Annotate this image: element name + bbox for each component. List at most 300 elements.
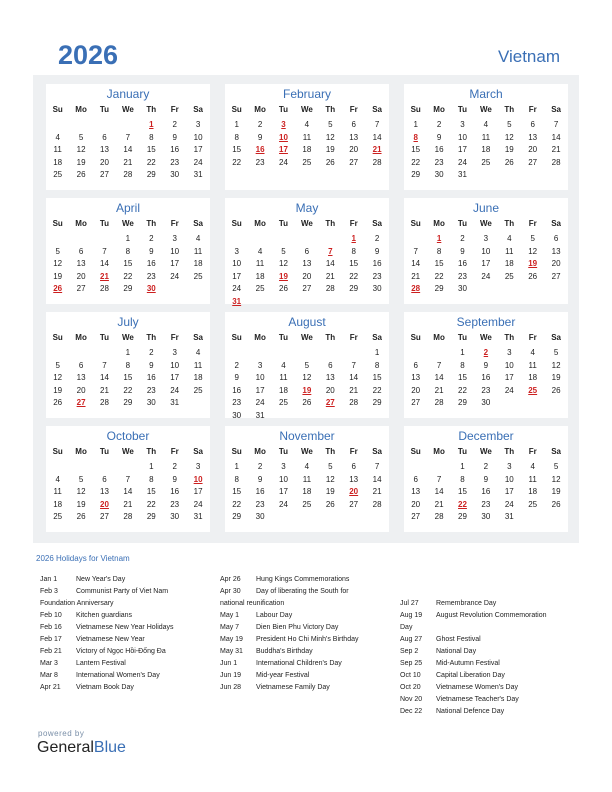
weekday-label: Sa — [193, 333, 203, 342]
day-cell: 22 — [458, 385, 467, 395]
day-cell: 2 — [436, 120, 442, 129]
month-may — [225, 198, 389, 304]
day-cell: 29 — [232, 512, 242, 521]
holiday-name: Lantern Festival — [76, 660, 126, 667]
day-cell: 25 — [193, 271, 203, 281]
month-february — [225, 84, 389, 190]
weekday-label: Sa — [372, 447, 382, 456]
month-name: March — [469, 87, 503, 101]
day-cell: 8 — [351, 246, 356, 256]
day-cell: 20 — [76, 385, 86, 395]
holiday-date: Mar 8 — [40, 672, 58, 679]
day-cell: 1 — [125, 348, 131, 357]
weekday-label: Su — [410, 105, 421, 114]
holiday-date: Jun 19 — [220, 672, 242, 679]
day-cell: 13 — [325, 373, 335, 382]
day-cell: 3 — [172, 348, 177, 357]
day-cell: 28 — [551, 157, 561, 167]
holiday-name: Mid-year Festival — [256, 672, 310, 679]
day-cell: 21 — [123, 499, 133, 509]
day-cell: 4 — [195, 234, 201, 243]
weekday-label: Su — [231, 219, 242, 228]
day-cell: 4 — [304, 120, 310, 129]
day-cell: 15 — [232, 145, 242, 154]
holiday-entry — [40, 574, 218, 586]
day-cell: 10 — [170, 360, 180, 370]
day-cell: 28 — [349, 398, 359, 407]
holiday-date: Feb 17 — [40, 636, 62, 643]
day-cell: 12 — [528, 246, 538, 256]
day-cell: 17 — [504, 487, 514, 496]
day-cell: 1 — [125, 234, 131, 243]
weekday-header — [46, 333, 210, 345]
holiday-name-continued: Foundation Anniversary — [40, 600, 114, 607]
weekday-label: Th — [146, 447, 157, 456]
holiday-column-1 — [40, 574, 218, 694]
day-cell: 7 — [374, 462, 380, 471]
day-cell: 8 — [374, 360, 380, 370]
day-cell: 14 — [349, 373, 359, 382]
day-cell: 27 — [100, 512, 109, 521]
holiday-name: President Ho Chi Minh's Birthday — [256, 636, 359, 643]
weekday-label: Fr — [528, 219, 537, 228]
day-cell: 26 — [76, 170, 86, 179]
day-cell: 3 — [172, 234, 177, 243]
holiday-date: Oct 20 — [400, 684, 421, 691]
day-cell: 17 — [193, 145, 203, 154]
weekday-label: Su — [52, 333, 63, 342]
day-cell: 27 — [551, 271, 561, 281]
day-cell: 21 — [349, 385, 359, 395]
day-cell: 5 — [78, 474, 84, 484]
day-cell: 11 — [255, 259, 265, 268]
day-cell: 9 — [149, 246, 154, 256]
day-cell: 22 — [372, 385, 382, 395]
holiday-day: 19 — [279, 271, 288, 281]
day-cell: 29 — [146, 512, 156, 521]
day-cell: 19 — [53, 385, 63, 395]
day-cell: 18 — [255, 271, 265, 281]
day-cell: 20 — [325, 385, 335, 395]
day-cell: 28 — [372, 499, 382, 509]
day-cell: 5 — [530, 234, 535, 243]
weekday-label: Th — [504, 447, 515, 456]
day-cell: 29 — [458, 398, 467, 407]
holiday-date: Dec 22 — [400, 708, 423, 715]
holiday-name: August Revolution Commemoration — [436, 612, 547, 619]
day-cell: 16 — [146, 259, 156, 268]
weekday-header — [404, 447, 568, 459]
month-name: February — [282, 87, 332, 101]
holiday-entry — [40, 622, 218, 634]
weekday-header — [46, 447, 210, 459]
weekday-label: We — [300, 105, 313, 114]
day-cell: 16 — [481, 373, 491, 382]
day-cell: 12 — [325, 474, 335, 484]
day-cell: 23 — [458, 271, 467, 281]
day-cell: 3 — [195, 120, 201, 129]
day-cell: 25 — [302, 499, 312, 509]
day-cell: 19 — [325, 487, 335, 496]
day-cell: 26 — [504, 157, 514, 167]
day-cell: 21 — [372, 487, 382, 496]
day-cell: 14 — [372, 132, 382, 142]
holiday-date: Feb 10 — [40, 612, 62, 619]
weekday-label: Th — [325, 219, 336, 228]
weekday-label: Th — [146, 219, 157, 228]
day-cell: 14 — [325, 259, 335, 268]
day-cell: 9 — [234, 373, 239, 382]
powered-by-text: powered by — [38, 729, 85, 738]
day-cell: 22 — [434, 271, 444, 281]
day-cell: 18 — [193, 259, 203, 268]
day-cell: 9 — [374, 246, 380, 256]
day-cell: 12 — [76, 145, 86, 154]
month-name: August — [288, 315, 326, 329]
day-cell: 24 — [193, 499, 203, 509]
day-cell: 14 — [434, 373, 444, 382]
day-cell: 15 — [232, 487, 242, 496]
day-cell: 30 — [434, 170, 444, 179]
day-cell: 12 — [76, 487, 86, 496]
weekday-label: We — [300, 333, 313, 342]
holiday-date: Oct 10 — [400, 672, 421, 679]
weekday-label: Tu — [99, 333, 110, 342]
day-cell: 11 — [53, 487, 62, 496]
weekday-label: Su — [410, 447, 421, 456]
holiday-day: 10 — [193, 474, 203, 484]
month-october — [46, 426, 210, 532]
day-cell: 24 — [279, 499, 288, 509]
day-cell: 23 — [481, 499, 491, 509]
day-cell: 16 — [146, 373, 156, 382]
holiday-column-3 — [400, 598, 578, 718]
weekday-label: Sa — [193, 219, 203, 228]
holiday-day: 19 — [302, 385, 312, 395]
holiday-entry — [220, 682, 398, 694]
weekday-label: Tu — [278, 447, 289, 456]
month-december — [404, 426, 568, 532]
day-cell: 17 — [232, 271, 242, 281]
holiday-day: 27 — [325, 398, 335, 407]
day-cell: 3 — [257, 360, 263, 370]
weekday-label: Sa — [551, 333, 561, 342]
holiday-entry — [40, 610, 218, 622]
weekday-label: We — [121, 219, 134, 228]
day-cell: 11 — [528, 360, 537, 370]
day-cell: 12 — [325, 132, 335, 142]
day-cell: 18 — [279, 385, 288, 395]
day-cell: 7 — [436, 360, 442, 370]
day-cell: 5 — [328, 120, 333, 129]
day-cell: 30 — [146, 398, 156, 407]
holiday-name-continued: Day — [400, 624, 413, 631]
holiday-name: Dien Bien Phu Victory Day — [256, 624, 339, 631]
day-cell: 25 — [193, 385, 203, 395]
day-cell: 2 — [234, 360, 239, 370]
holiday-day: 26 — [53, 284, 63, 293]
day-cell: 6 — [78, 246, 84, 256]
day-cell: 29 — [146, 170, 156, 179]
day-cell: 20 — [411, 499, 421, 509]
day-cell: 22 — [411, 157, 421, 167]
day-cell: 18 — [528, 373, 538, 382]
day-cell: 11 — [302, 132, 312, 142]
day-cell: 22 — [123, 271, 133, 281]
day-cell: 21 — [434, 385, 444, 395]
holiday-entry — [220, 622, 398, 634]
holiday-date: Mar 3 — [40, 660, 58, 667]
holiday-name: Vietnam Book Day — [76, 684, 134, 691]
weekday-label: Su — [410, 333, 421, 342]
day-cell: 3 — [483, 234, 489, 243]
weekday-header — [46, 219, 210, 231]
holiday-day: 1 — [149, 120, 154, 129]
weekday-label: Sa — [372, 105, 382, 114]
weekday-label: Th — [146, 333, 157, 342]
day-cell: 19 — [53, 271, 63, 281]
holiday-name: Remembrance Day — [436, 600, 497, 607]
holiday-date: Jun 1 — [220, 660, 238, 667]
day-cell: 28 — [372, 157, 382, 167]
holiday-name: Vietnamese New Year Holidays — [76, 624, 174, 631]
day-cell: 6 — [304, 246, 310, 256]
weekday-label: Mo — [433, 333, 445, 342]
day-cell: 27 — [302, 284, 312, 293]
weekday-label: Th — [325, 333, 336, 342]
day-cell: 29 — [434, 284, 444, 293]
day-cell: 16 — [481, 487, 491, 496]
day-cell: 31 — [193, 170, 203, 179]
weekday-label: Su — [52, 105, 63, 114]
weekday-label: We — [300, 219, 313, 228]
month-november — [225, 426, 389, 532]
day-cell: 4 — [55, 474, 60, 484]
weekday-label: Fr — [349, 219, 358, 228]
day-cell: 11 — [505, 246, 514, 256]
day-cell: 26 — [53, 398, 63, 407]
weekday-label: Fr — [349, 105, 358, 114]
day-cell: 11 — [193, 360, 203, 370]
day-cell: 23 — [170, 499, 180, 509]
day-cell: 29 — [411, 170, 421, 179]
holiday-entry — [40, 634, 218, 646]
holiday-name: National Day — [436, 648, 477, 655]
month-name: December — [458, 429, 514, 443]
day-cell: 16 — [170, 487, 180, 496]
day-cell: 13 — [528, 132, 538, 142]
day-cell: 29 — [458, 512, 467, 521]
day-cell: 8 — [234, 132, 239, 142]
day-cell: 31 — [170, 398, 180, 407]
day-cell: 8 — [460, 360, 465, 370]
day-cell: 20 — [302, 271, 312, 281]
day-cell: 12 — [302, 373, 312, 382]
holiday-name: National Defence Day — [436, 708, 505, 715]
day-cell: 20 — [76, 271, 86, 281]
day-cell: 28 — [100, 398, 109, 407]
month-name: April — [115, 201, 140, 215]
day-cell: 5 — [55, 246, 60, 256]
day-cell: 21 — [411, 271, 421, 281]
day-cell: 21 — [325, 271, 335, 281]
holiday-name: Mid-Autumn Festival — [436, 660, 500, 667]
holiday-day: 3 — [281, 120, 286, 129]
day-cell: 22 — [123, 385, 133, 395]
day-cell: 6 — [78, 360, 84, 370]
day-cell: 10 — [458, 132, 467, 142]
day-cell: 9 — [172, 474, 177, 484]
day-cell: 4 — [281, 360, 286, 370]
day-cell: 13 — [100, 487, 109, 496]
day-cell: 27 — [349, 499, 359, 509]
weekday-label: Sa — [551, 105, 561, 114]
day-cell: 6 — [553, 234, 559, 243]
day-cell: 26 — [325, 157, 335, 167]
day-cell: 2 — [149, 234, 154, 243]
day-cell: 18 — [481, 145, 491, 154]
day-cell: 23 — [232, 398, 242, 407]
weekday-header — [225, 447, 389, 459]
holiday-entry — [400, 610, 578, 622]
weekday-label: We — [121, 333, 134, 342]
day-cell: 16 — [458, 259, 467, 268]
day-cell: 3 — [460, 120, 465, 129]
day-cell: 30 — [481, 512, 491, 521]
weekday-label: Tu — [278, 105, 289, 114]
weekday-label: Tu — [457, 333, 468, 342]
day-cell: 5 — [281, 246, 286, 256]
day-cell: 10 — [255, 373, 265, 382]
weekday-label: Mo — [433, 447, 445, 456]
day-cell: 24 — [504, 385, 514, 395]
day-cell: 8 — [234, 474, 239, 484]
brand-logo[interactable] — [37, 739, 126, 757]
holiday-entry — [220, 586, 398, 598]
day-cell: 8 — [460, 474, 465, 484]
day-cell: 9 — [149, 360, 154, 370]
weekday-label: We — [300, 447, 313, 456]
day-cell: 2 — [257, 462, 263, 471]
holiday-entry — [400, 706, 578, 718]
day-cell: 9 — [460, 246, 465, 256]
day-cell: 9 — [257, 132, 263, 142]
weekday-label: Fr — [170, 105, 179, 114]
holiday-date: May 1 — [220, 612, 240, 619]
day-cell: 13 — [76, 259, 86, 268]
day-cell: 4 — [55, 132, 60, 142]
day-cell: 28 — [434, 398, 444, 407]
day-cell: 10 — [193, 132, 203, 142]
day-cell: 10 — [279, 474, 288, 484]
day-cell: 25 — [302, 157, 312, 167]
day-cell: 15 — [123, 259, 133, 268]
weekday-label: Su — [231, 105, 242, 114]
weekday-label: We — [479, 105, 492, 114]
holiday-name: Day of liberating the South for — [256, 588, 349, 595]
day-cell: 7 — [374, 120, 380, 129]
day-cell: 27 — [411, 398, 421, 407]
day-cell: 7 — [553, 120, 559, 129]
day-cell: 4 — [530, 348, 535, 357]
day-cell: 15 — [146, 145, 156, 154]
day-cell: 2 — [257, 120, 263, 129]
day-cell: 24 — [170, 385, 180, 395]
day-cell: 15 — [458, 487, 467, 496]
weekday-label: Th — [504, 219, 515, 228]
day-cell: 1 — [374, 348, 380, 357]
day-cell: 5 — [553, 462, 559, 471]
day-cell: 14 — [100, 259, 109, 268]
day-cell: 31 — [193, 512, 203, 521]
weekday-label: Mo — [75, 105, 87, 114]
day-cell: 29 — [123, 398, 133, 407]
day-cell: 26 — [302, 398, 312, 407]
weekday-label: Su — [410, 219, 421, 228]
holiday-entry — [40, 586, 218, 598]
day-cell: 23 — [481, 385, 491, 395]
weekday-label: We — [121, 447, 134, 456]
holiday-day: 1 — [436, 234, 442, 243]
month-april — [46, 198, 210, 304]
weekday-label: Mo — [254, 219, 266, 228]
holiday-name: Capital Liberation Day — [436, 672, 505, 679]
holiday-date: Jul 27 — [400, 600, 419, 607]
day-cell: 3 — [195, 462, 201, 471]
day-cell: 23 — [434, 157, 444, 167]
day-cell: 17 — [481, 259, 491, 268]
day-cell: 27 — [100, 170, 109, 179]
holiday-name: Vietnamese Teacher's Day — [436, 696, 519, 703]
day-cell: 1 — [234, 462, 239, 471]
weekday-label: Tu — [99, 105, 110, 114]
day-cell: 30 — [458, 284, 467, 293]
holiday-day: 28 — [411, 284, 421, 293]
holiday-entry — [40, 682, 218, 694]
day-cell: 26 — [551, 499, 561, 509]
day-cell: 2 — [460, 234, 465, 243]
day-cell: 11 — [528, 474, 537, 484]
day-cell: 14 — [100, 373, 109, 382]
holiday-name: Buddha's Birthday — [256, 648, 313, 655]
day-cell: 16 — [232, 385, 242, 395]
day-cell: 9 — [483, 474, 489, 484]
day-cell: 21 — [123, 157, 133, 167]
month-name: June — [472, 201, 500, 215]
day-cell: 8 — [436, 246, 442, 256]
day-cell: 20 — [411, 385, 421, 395]
holiday-entry — [400, 670, 578, 682]
day-cell: 25 — [255, 284, 265, 293]
day-cell: 29 — [349, 284, 359, 293]
day-cell: 2 — [172, 462, 177, 471]
holiday-entry — [40, 658, 218, 670]
day-cell: 5 — [553, 348, 559, 357]
weekday-label: Fr — [349, 447, 358, 456]
day-cell: 18 — [302, 145, 312, 154]
weekday-header — [404, 219, 568, 231]
day-cell: 23 — [255, 499, 265, 509]
day-cell: 6 — [413, 360, 418, 370]
day-cell: 14 — [411, 259, 421, 268]
day-cell: 31 — [255, 410, 265, 420]
day-cell: 26 — [279, 284, 288, 293]
holiday-date: Apr 30 — [220, 588, 241, 595]
day-cell: 1 — [234, 120, 239, 129]
day-cell: 1 — [149, 462, 154, 471]
weekday-label: We — [479, 333, 492, 342]
holiday-day: 10 — [279, 132, 288, 142]
